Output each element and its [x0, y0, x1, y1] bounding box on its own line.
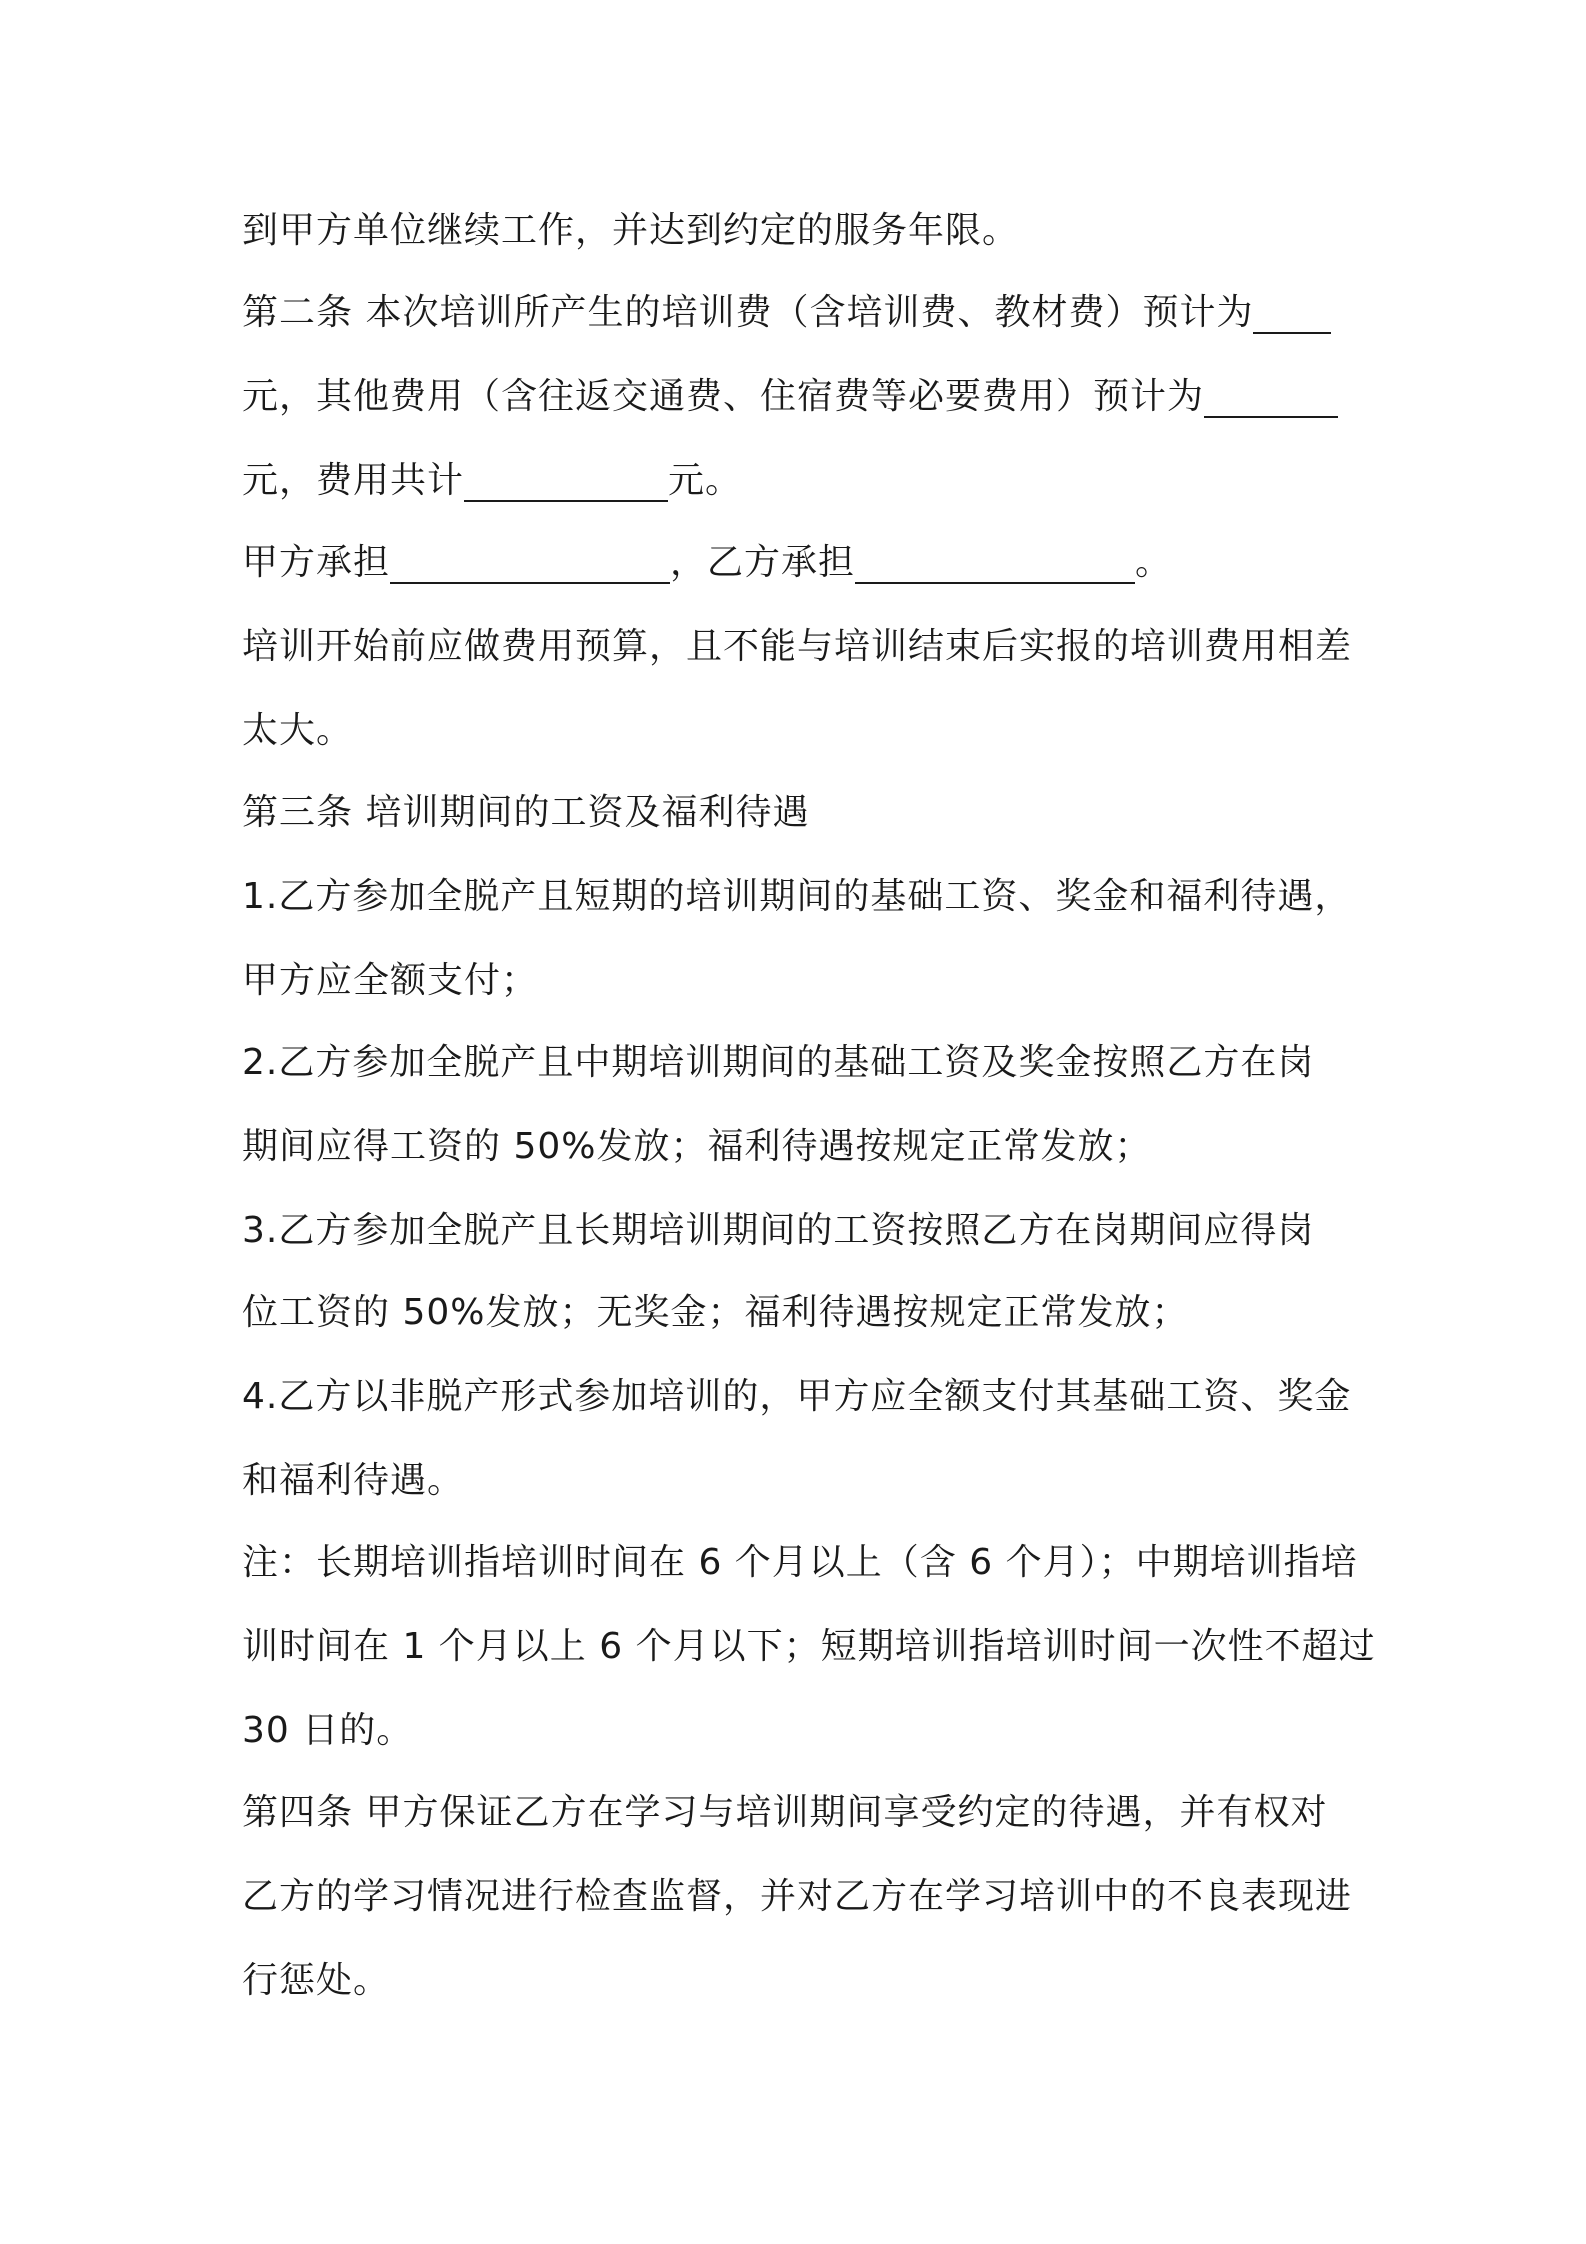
text-span: 甲方应全额支付；: [242, 960, 539, 1001]
blank-training-fee[interactable]: [1253, 292, 1331, 334]
text-span: 3.乙方参加全脱产且长期培训期间的工资按照乙方在岗期间应得岗: [242, 1210, 1315, 1251]
text-line: [242, 458, 742, 504]
text-span: 第四条 甲方保证乙方在学习与培训期间享受约定的待遇，并有权对: [242, 1792, 1328, 1833]
text-span: 4.乙方以非脱产形式参加培训的，甲方应全额支付其基础工资、奖金: [242, 1376, 1352, 1417]
text-line: [242, 1958, 390, 2004]
text-line: [242, 1874, 1352, 1920]
text-line: [242, 958, 538, 1004]
text-span: 元，费用共计: [242, 460, 465, 501]
text-span: 元。: [668, 460, 743, 501]
text-span: 第二条 本次培训所产生的培训费（含培训费、教材费）预计为: [242, 292, 1254, 333]
text-line: [242, 374, 1338, 420]
text-span: 元，其他费用（含往返交通费、住宿费等必要费用）预计为: [242, 376, 1205, 417]
text-span: 2.乙方参加全脱产且中期培训期间的基础工资及奖金按照乙方在岗: [242, 1042, 1315, 1083]
text-span: 注：长期培训指培训时间在 6 个月以上（含 6 个月）；中期培训指培: [242, 1542, 1358, 1583]
blank-party-a-share[interactable]: [390, 542, 670, 584]
text-line: [242, 1374, 1351, 1420]
text-span: 。: [1135, 542, 1173, 583]
text-line: [242, 208, 1019, 254]
text-line: [242, 1208, 1314, 1254]
text-span: 训时间在 1 个月以上 6 个月以下；短期培训指培训时间一次性不超过: [242, 1626, 1376, 1667]
note-line: [242, 1540, 1358, 1586]
blank-total-fee[interactable]: [464, 460, 668, 502]
text-span: 和福利待遇。: [242, 1460, 465, 1501]
text-span: 第三条 培训期间的工资及福利待遇: [242, 792, 810, 833]
text-span: 太大。: [242, 710, 354, 751]
article-4-line: [242, 1790, 1327, 1836]
blank-other-fee[interactable]: [1204, 376, 1338, 418]
text-span: 甲方承担: [242, 542, 391, 583]
text-line: [242, 708, 353, 754]
text-line: [242, 874, 1351, 920]
article-3-heading: [242, 790, 809, 836]
note-line: [242, 1708, 413, 1754]
text-line: [242, 1124, 1151, 1170]
note-line: [242, 1624, 1376, 1670]
text-span: 乙方的学习情况进行检查监督，并对乙方在学习培训中的不良表现进: [242, 1876, 1353, 1917]
text-span: 行惩处。: [242, 1960, 391, 2001]
text-span: 到甲方单位继续工作，并达到约定的服务年限。: [242, 210, 1020, 251]
text-span: 30 日的。: [242, 1710, 414, 1751]
text-line: [242, 1458, 464, 1504]
text-line: [242, 1040, 1314, 1086]
text-span: ，乙方承担: [670, 542, 856, 583]
article-2-heading-line: [242, 290, 1331, 336]
text-span: 1.乙方参加全脱产且短期的培训期间的基础工资、奖金和福利待遇，: [242, 876, 1352, 917]
text-line: [242, 540, 1172, 586]
text-line: [242, 624, 1352, 670]
text-span: 位工资的 50%发放；无奖金；福利待遇按规定正常发放；: [242, 1292, 1189, 1333]
blank-party-b-share[interactable]: [855, 542, 1135, 584]
text-span: 期间应得工资的 50%发放；福利待遇按规定正常发放；: [242, 1126, 1152, 1167]
text-line: [242, 1290, 1188, 1336]
text-span: 培训开始前应做费用预算，且不能与培训结束后实报的培训费用相差: [242, 626, 1353, 667]
